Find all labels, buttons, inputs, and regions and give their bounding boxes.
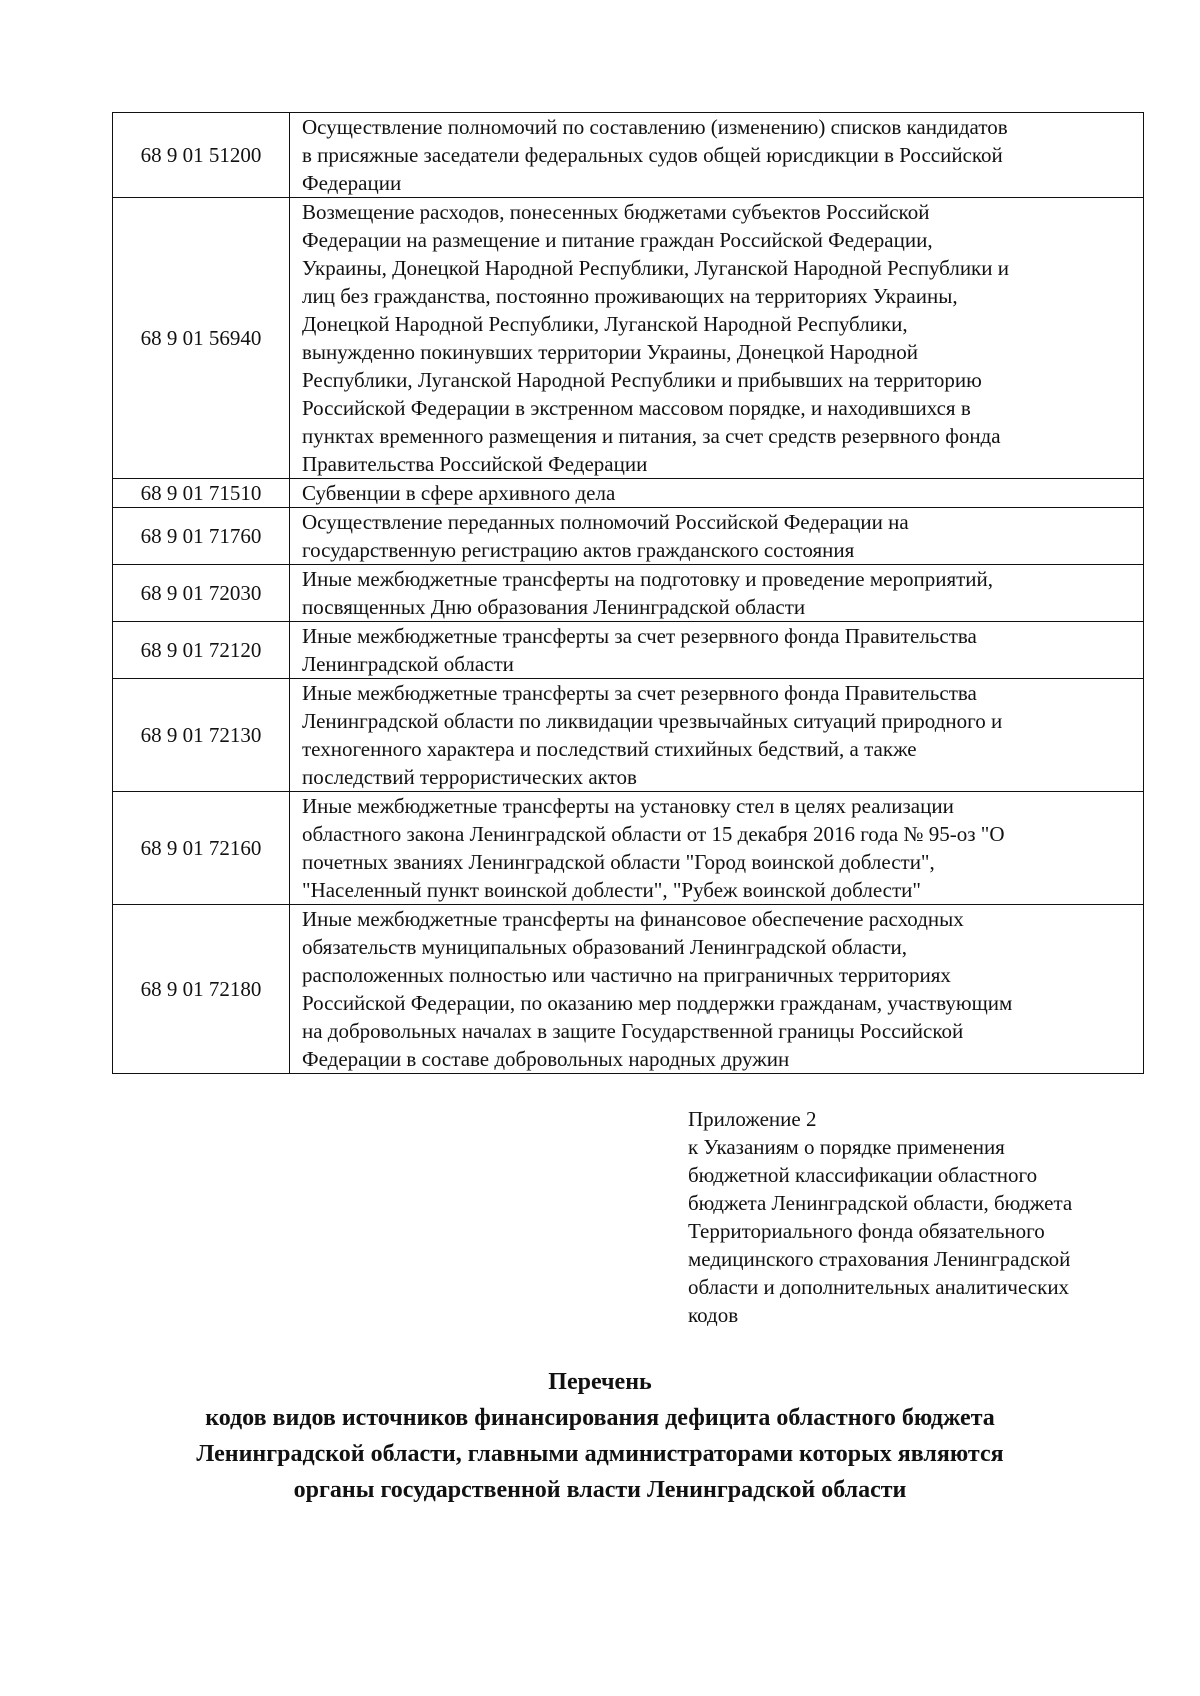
description-line: техногенного характера и последствий стихийных бедствий, а также [302,737,917,761]
description-cell [290,479,1144,508]
table-row [113,565,1144,622]
table-row [113,905,1144,1074]
description-cell [290,508,1144,565]
description-cell [290,679,1144,792]
table-row [113,792,1144,905]
description-line: "Населенный пункт воинской доблести", "Рубеж воинской доблести" [302,878,921,902]
description-line: обязательств муниципальных образований Ленинградской области, [302,935,908,959]
table-row [113,113,1144,198]
description-line: областного закона Ленинградской области от 15 декабря 2016 года № 95-оз "О [302,822,1005,846]
heading-line: кодов видов источников финансирования дефицита областного бюджета [205,1405,995,1431]
appendix-line: медицинского страхования Ленинградской [688,1247,1071,1271]
heading-line: Ленинградской области, главными администраторами которых являются [196,1441,1004,1467]
appendix-line: бюджета Ленинградской области, бюджета [688,1191,1073,1215]
description-line: посвященных Дню образования Ленинградской области [302,595,806,619]
description-line: Возмещение расходов, понесенных бюджетами субъектов Российской [302,200,930,224]
table-row [113,479,1144,508]
code-cell: 68 9 01 72180 [113,905,290,1074]
code-cell: 68 9 01 72120 [113,622,290,679]
description-line: Осуществление полномочий по составлению (изменению) списков кандидатов [302,115,1008,139]
description-line: Правительства Российской Федерации [302,452,648,476]
table-row [113,679,1144,792]
description-line: Украины, Донецкой Народной Республики, Луганской Народной Республики и [302,256,1009,280]
appendix-line: к Указаниям о порядке применения [688,1135,1005,1159]
description-line: Ленинградской области по ликвидации чрезвычайных ситуаций природного и [302,709,1003,733]
description-line: на добровольных началах в защите Государственной границы Российской [302,1019,964,1043]
description-line: Иные межбюджетные трансферты за счет резервного фонда Правительства [302,681,977,705]
appendix-line: кодов [688,1303,739,1327]
appendix-line: Территориального фонда обязательного [688,1219,1045,1243]
description-line: пунктах временного размещения и питания, за счет средств резервного фонда [302,424,1001,448]
description-line: Ленинградской области [302,652,514,676]
description-line: расположенных полностью или частично на приграничных территориях [302,963,951,987]
code-cell: 68 9 01 71510 [113,479,290,508]
appendix-note [688,1105,1158,1329]
description-line: Федерации [302,171,402,195]
description-line: Федерации в составе добровольных народных дружин [302,1047,790,1071]
description-line: государственную регистрацию актов гражданского состояния [302,538,855,562]
description-line: Российской Федерации в экстренном массовом порядке, и находившихся в [302,396,971,420]
description-cell [290,905,1144,1074]
description-line: почетных званиях Ленинградской области "Город воинской доблести", [302,850,935,874]
description-line: вынужденно покинувших территории Украины, Донецкой Народной [302,340,919,364]
description-cell [290,198,1144,479]
description-line: Иные межбюджетные трансферты за счет резервного фонда Правительства [302,624,977,648]
description-line: Осуществление переданных полномочий Российской Федерации на [302,510,909,534]
code-cell: 68 9 01 72160 [113,792,290,905]
description-cell [290,565,1144,622]
description-line: лиц без гражданства, постоянно проживающих на территориях Украины, [302,284,958,308]
appendix-line: области и дополнительных аналитических [688,1275,1070,1299]
appendix-line: бюджетной классификации областного [688,1163,1038,1187]
code-cell: 68 9 01 71760 [113,508,290,565]
description-cell [290,792,1144,905]
description-cell [290,113,1144,198]
code-cell: 68 9 01 56940 [113,198,290,479]
description-line: Иные межбюджетные трансферты на установку стел в целях реализации [302,794,954,818]
description-line: Республики, Луганской Народной Республики и прибывших на территорию [302,368,982,392]
appendix-line: Приложение 2 [688,1107,817,1131]
description-line: Иные межбюджетные трансферты на финансовое обеспечение расходных [302,907,964,931]
budget-codes-table [112,112,1144,1074]
description-line: Иные межбюджетные трансферты на подготовку и проведение мероприятий, [302,567,994,591]
code-cell: 68 9 01 51200 [113,113,290,198]
table-row [113,198,1144,479]
heading-title: Перечень [548,1369,652,1395]
table-row [113,508,1144,565]
description-line: Донецкой Народной Республики, Луганской Народной Республики, [302,312,908,336]
description-line: в присяжные заседатели федеральных судов общей юрисдикции в Российской [302,143,1003,167]
code-cell: 68 9 01 72130 [113,679,290,792]
table-row [113,622,1144,679]
code-cell: 68 9 01 72030 [113,565,290,622]
document-heading [0,1364,1200,1508]
description-line: Федерации на размещение и питание граждан Российской Федерации, [302,228,933,252]
heading-line: органы государственной власти Ленинградской области [293,1477,907,1503]
description-cell [290,622,1144,679]
description-line: последствий террористических актов [302,765,637,789]
description-line: Субвенции в сфере архивного дела [302,481,616,505]
description-line: Российской Федерации, по оказанию мер поддержки гражданам, участвующим [302,991,1013,1015]
